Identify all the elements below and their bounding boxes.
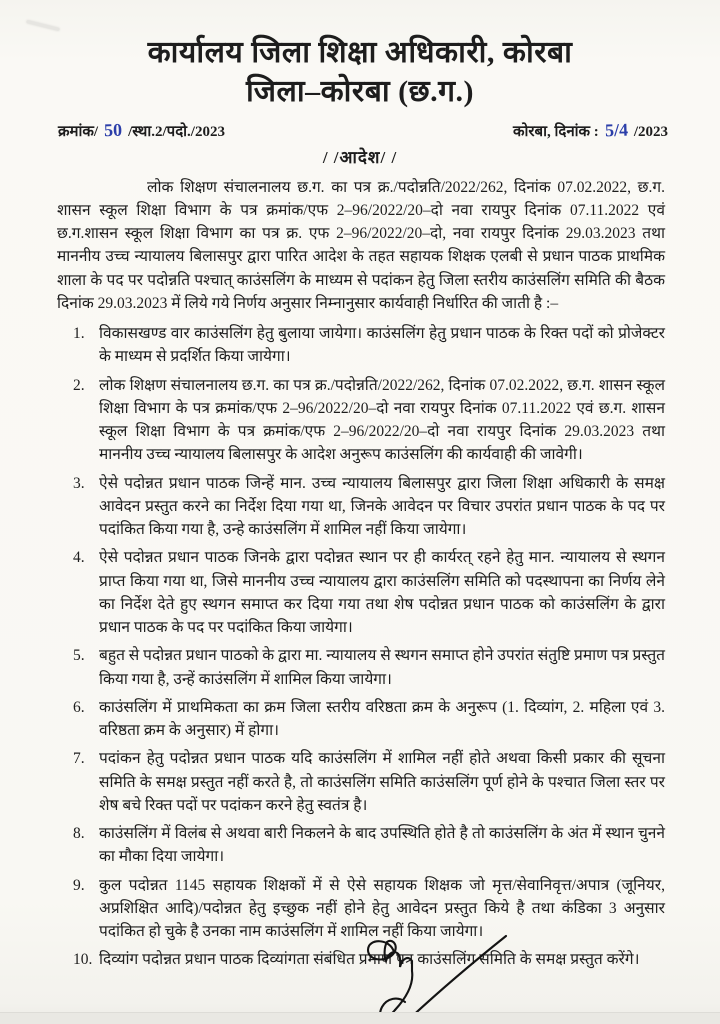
ref-number-prefix: क्रमांक/ (58, 123, 99, 140)
order-item (73, 546, 665, 639)
reference-line (58, 120, 668, 141)
order-heading: / /आदेश/ / (322, 147, 398, 167)
item-number: 8. (73, 825, 85, 842)
item-text: कुल पदोन्नत 1145 सहायक शिक्षकों में से ऐसे सहायक शिक्षक जो मृत्त/सेवानिवृत्त/अपात्र (जूनियर, अप्रशिक्षित आदि)/पदोन्नत हेतु इच्छुक नहीं होने हेतु आवेदन प्रस्तुत किये है तथा कंडिका 3 अनुसार पदांकित हो चुके है उनका नाम काउंसलिंग में शामिल नहीं किया जायेगा। (99, 876, 665, 940)
item-number: 10. (73, 951, 93, 969)
item-text: ऐसे पदोन्नत प्रधान पाठक जिनके द्वारा पदोन्नत स्थान पर ही कार्यरत् रहने हेतु मान. न्यायालय से स्थगन प्राप्त किया गया था, जिसे माननीय उच्च न्यायालय द्वारा काउंसलिंग समिति को पदस्थापना का निर्णय लेने का निर्देश देते हुए स्थगन समाप्त कर दिया गया तथा शेष पदोन्नत प्रधान पाठक को काउंसलिंग के द्वारा प्रधान पाठक के पद पर पदांकित किया जायेगा। (99, 549, 665, 636)
order-item (73, 644, 665, 691)
item-number: 2. (73, 376, 85, 394)
item-text: लोक शिक्षण संचालनालय छ.ग. का पत्र क्र./पदोन्नति/2022/262, दिनांक 07.02.2022, छ.ग. शासन स्कूल शिक्षा विभाग के पत्र क्रमांक/एफ 2–96/2022/20–दो नवा रायपुर दिनांक 07.11.2022 एवं छ.ग. शासन स्कूल शिक्षा विभाग के पत्र क्रमांक/एफ 2–96/2022/20–दो नवा रायपुर दिनांक 29.03.2023 तथा माननीय उच्च न्यायालय बिलासपुर के आदेश अनुरूप काउंसलिंग की कार्यवाही की जावेगी। (99, 376, 665, 464)
item-number: 7. (73, 750, 85, 768)
order-item (73, 696, 665, 743)
item-text: पदांकन हेतु पदोन्नत प्रधान पाठक यदि काउंसलिंग में शामिल नहीं होते अथवा किसी प्रकार की सूचना समिति के समक्ष प्रस्तुत नहीं करते है, तो काउंसलिंग समिति काउंसलिंग पूर्ण होने के पश्चात जिला स्तर पर शेष बचे रिक्त पदों पर पदांकन करने हेतु स्वतंत्र है। (99, 750, 665, 814)
ref-number-group (58, 120, 225, 141)
order-item (73, 374, 665, 467)
item-text: दिव्यांग पदोन्नत प्रधान पाठक दिव्यांगता संबंधित प्रमाण पत्र काउंसलिंग समिति के समक्ष प्रस्तुत करेंगे। (99, 951, 640, 969)
ref-number-suffix: /स्था.2/पदो./2023 (128, 123, 225, 140)
place-date-group (513, 120, 668, 141)
item-number: 4. (73, 549, 85, 567)
district-subtitle: जिला–कोरबा (छ.ग.) (245, 74, 475, 108)
date-handwritten: 5/4 (604, 119, 629, 140)
ref-number-handwritten: 50 (103, 119, 123, 140)
place-date-label: कोरबा, दिनांक : (512, 123, 599, 140)
item-text: काउंसलिंग में विलंब से अथवा बारी निकलने के बाद उपस्थिति होते है तो काउंसलिंग के अंत में स्थान चुनने का मौका दिया जायेगा। (99, 825, 665, 866)
item-text: ऐसे पदोन्नत प्रधान पाठक जिन्हें मान. उच्च न्यायालय बिलासपुर द्वारा जिला शिक्षा अधिकारी के समक्ष आवेदन प्रस्तुत करने का निर्देश दिया गया था, जिनके आवेदन पर विचार उपरांत प्रधान पाठक के पद पर पदांकित किया गया है, उन्हे काउंसलिंग में शामिल नहीं किया जायेगा। (99, 474, 665, 538)
order-item (73, 747, 665, 817)
order-item (73, 822, 665, 869)
signature-scribble (340, 928, 530, 1024)
item-number: 3. (73, 474, 85, 492)
scan-bottom-edge (0, 1012, 720, 1024)
intro-paragraph: लोक शिक्षण संचालनालय छ.ग. का पत्र क्र./पदोन्नति/2022/262, दिनांक 07.02.2022, छ.ग. शासन स्कूल शिक्षा विभाग के पत्र क्रमांक/एफ 2–96/2022/20–दो नवा रायपुर दिनांक 07.11.2022 एवं छ.ग.शासन स्कूल शिक्षा विभाग का पत्र क्र. एफ 2–96/2022/20–दो, नवा रायपुर दिनांक 29.03.2023 तथा माननीय उच्च न्यायालय बिलासपुर द्वारा पारित आदेश के तहत सहायक शिक्षक एलबी से प्रधान पाठक प्राथमिक शाला के पद पर पदोन्नति पश्चात् काउंसलिंग के माध्यम से पदांकन हेतु जिला स्तरीय काउंसलिंग समिति की बैठक दिनांक 29.03.2023 में लिये गये निर्णय अनुसार निम्नानुसार कार्यवाही निर्धारित की जाती है :– (57, 178, 665, 312)
order-item (73, 322, 665, 369)
order-items-list (73, 322, 665, 972)
item-number: 5. (73, 647, 85, 665)
item-text: काउंसलिंग में प्राथमिकता का क्रम जिला स्तरीय वरिष्ठता क्रम के अनुरूप (1. दिव्यांग, 2. महिला एवं 3. वरिष्ठता क्रम के अनुसार) में होगा। (99, 698, 665, 739)
order-item (73, 472, 665, 542)
office-title: कार्यालय जिला शिक्षा अधिकारी, कोरबा (147, 36, 573, 69)
staple-mark (26, 20, 60, 31)
item-number: 6. (73, 698, 85, 716)
date-year: /2023 (633, 123, 668, 140)
item-number: 1. (73, 325, 85, 342)
item-text: बहुत से पदोन्नत प्रधान पाठको के द्वारा मा. न्यायालय से स्थगन समाप्त होने उपरांत संतुष्टि प्रमाण पत्र प्रस्तुत किया गया है, उन्हें काउंसलिंग में शामिल किया जायेगा। (99, 647, 665, 688)
item-number: 9. (73, 876, 85, 894)
item-text: विकासखण्ड वार काउंसलिंग हेतु बुलाया जायेगा। काउंसलिंग हेतु प्रधान पाठक के रिक्त पदों को प्रोजेक्टर के माध्यम से प्रदर्शित किया जायेगा। (99, 325, 665, 366)
